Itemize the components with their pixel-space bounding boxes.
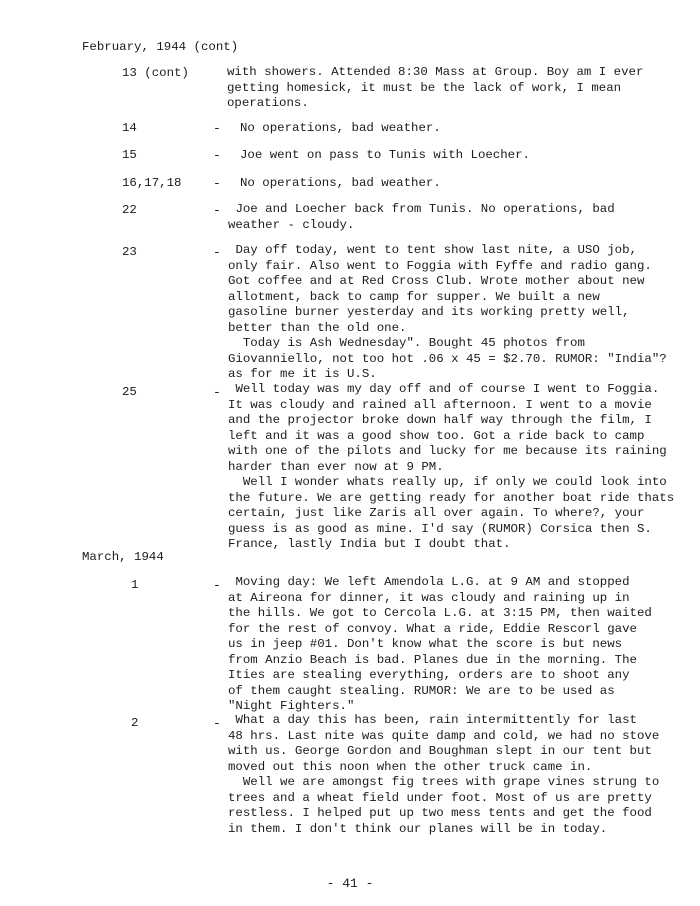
entry-text: Day off today, went to tent show last nite, a USO job, only fair. Also went to Foggia with Fyffe and radio gang. Got coffee and at Red Cross Club. Wrote mother about new allotment, back to camp for supper. We built a new gasoline burner yesterday and its working pretty well, better than the old one. Today is Ash Wednesday". Bought 45 photos from Giovanniello, not too hot .06 x 45 = $2.70. RUMOR: "India"? as for me it is U.S. [228,243,667,381]
entry-dash: - [213,176,221,191]
section-heading-march: March, 1944 [82,550,164,564]
page-number: - 41 - [326,876,374,891]
entry-dash: - [213,203,221,218]
entry-dash: - [213,148,221,163]
entry-date: 16,17,18 [122,176,182,190]
entry-text: No operations, bad weather. [240,121,441,135]
entry-date: 2 [131,716,139,730]
entry-date: 23 [122,245,137,259]
entry-text: Joe and Loecher back from Tunis. No operations, bad weather - cloudy. [228,202,615,232]
entry-date: 1 [131,578,139,592]
entry-dash: - [213,716,221,731]
entry-dash: - [213,245,221,260]
entry-text: Joe went on pass to Tunis with Loecher. [240,148,530,162]
entry-text: No operations, bad weather. [240,176,441,190]
section-heading-february: February, 1944 (cont) [82,40,239,54]
entry-text: Well today was my day off and of course I went to Foggia. It was cloudy and rained all afternoon. I went to a movie and the projector broke down half way through the film, I left and it was a good show too. Got a ride back to camp with one of the pilots and lucky for me because its raining harder than ever now at 9 PM. Well I wonder whats really up, if only we could look into the future. We are getting ready for another boat ride thats certain, just like Zaris all over again. To where?, your guess is as good as mine. I'd say (RUMOR) Corsica then S. France, lastly India but I doubt that. [228,382,675,551]
entry-date: 22 [122,203,137,217]
entry-dash: - [213,121,221,136]
entry-text: Moving day: We left Amendola L.G. at 9 AM and stopped at Aireona for dinner, it was cloudy and raining up in the hills. We got to Cercola L.G. at 3:15 PM, then waited for the rest of convoy. What a ride, Eddie Rescorl gave us in jeep #01. Don't know what the score is but news from Anzio Beach is bad. Planes due in the morning. The Ities are stealing everything, orders are to shoot any of them caught stealing. RUMOR: We are to be used as "Night Fighters." [228,575,652,713]
entry-dash: - [213,385,221,400]
entry-date: 25 [122,385,137,399]
entry-dash: - [213,578,221,593]
entry-date: 14 [122,121,137,135]
entry-text: What a day this has been, rain intermittently for last 48 hrs. Last nite was quite damp and cold, we had no stove with us. George Gordon and Boughman slept in our tent but moved out this noon when the other truck came in. Well we are amongst fig trees with grape vines strung to trees and a wheat field under foot. Most of us are pretty restless. I helped put up two mess tents and get the food in them. I don't think our planes will be in today. [228,713,660,836]
entry-date: 13 (cont) [122,66,189,80]
entry-text: with showers. Attended 8:30 Mass at Group. Boy am I ever getting homesick, it must be the lack of work, I mean operations. [227,65,644,110]
entry-date: 15 [122,148,137,162]
